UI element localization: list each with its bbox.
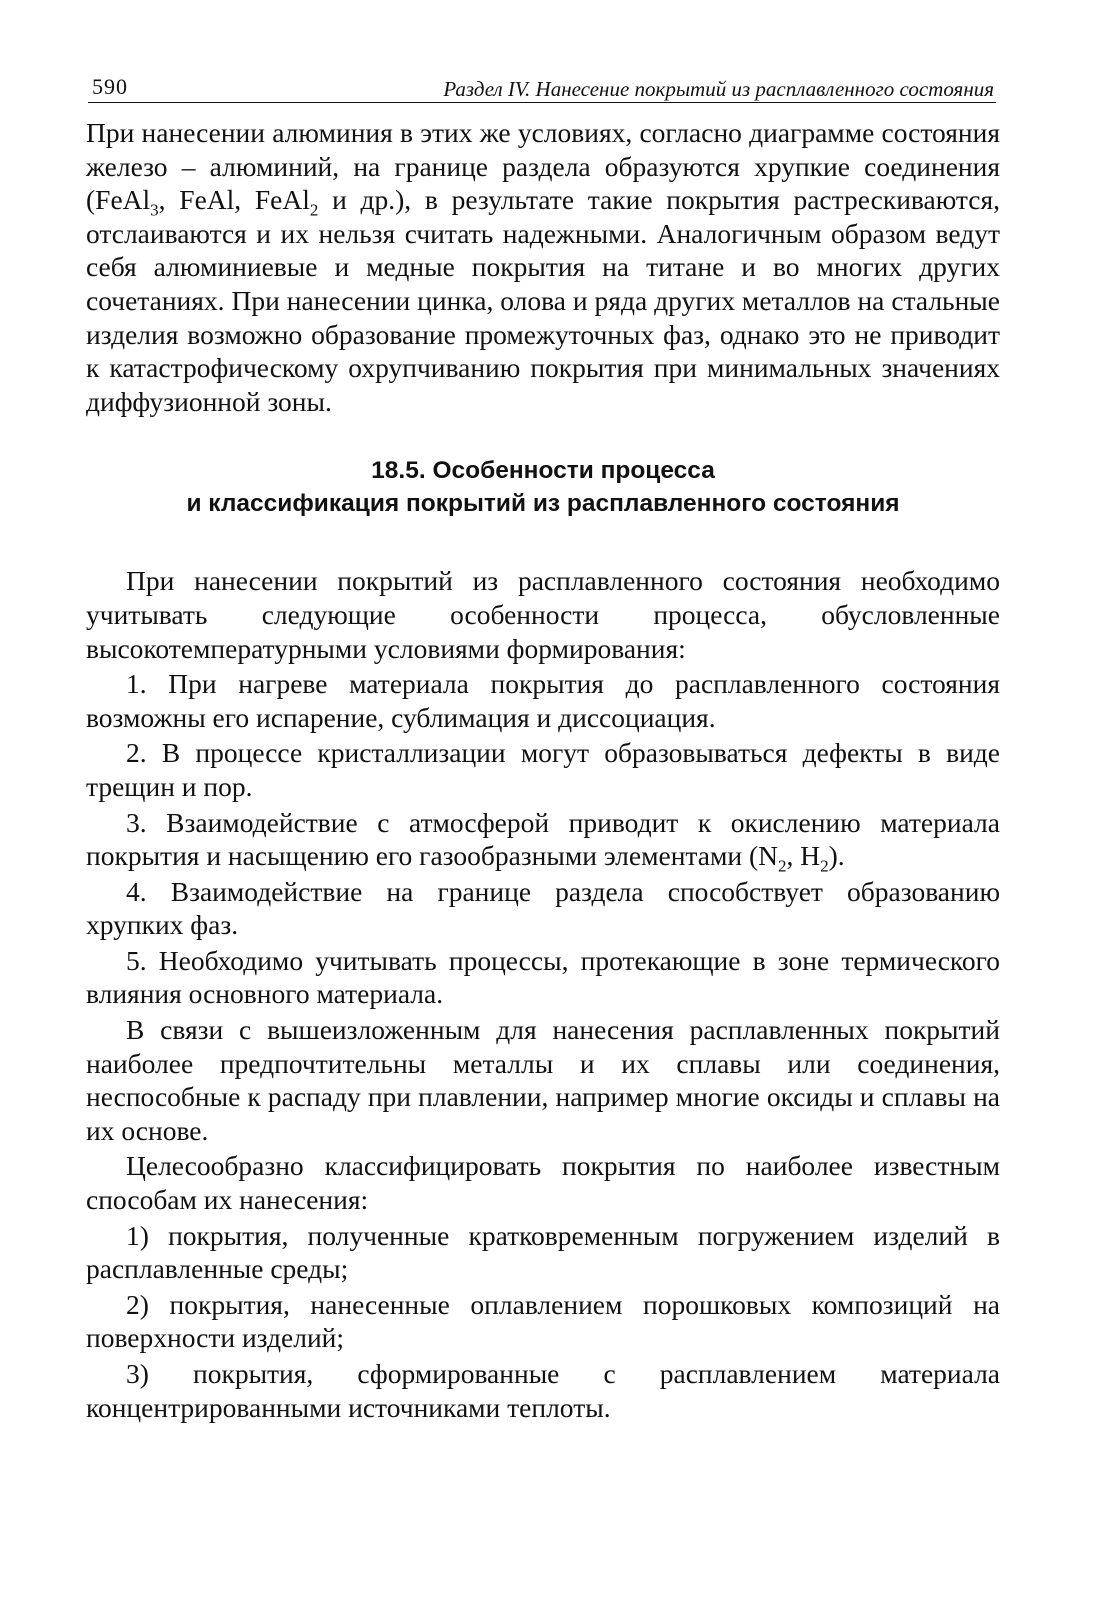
item3-text: 3. Взаимодействие с атмосферой приводит к окислению материала покрытия и насыщению его газообразными элементами (N [86, 806, 1000, 872]
subscript: 2 [309, 200, 319, 220]
list-item-feature-1: 1. При нагреве материала покрытия до расплавленного состояния возможны его испарение, сублимация и диссоциация. [86, 668, 1000, 733]
subscript: 2 [820, 856, 829, 876]
list-item-class-1: 1) покрытия, полученные кратковременным погружением изделий в расплавленные среды; [86, 1219, 1000, 1285]
intro-paragraph [86, 116, 1000, 418]
item3-end: ). [828, 840, 845, 872]
intro-text-part2: , FeAl, FeAl [158, 184, 310, 216]
page-content [86, 116, 1000, 1424]
section-heading-line2: и классификация покрытий из расплавленного состояния [186, 490, 900, 518]
list-item-feature-2: 2. В процессе кристаллизации могут образовываться дефекты в виде трещин и пор. [86, 737, 1000, 802]
list-item-feature-3 [86, 806, 1000, 876]
list-item-class-3: 3) покрытия, сформированные с расплавлением материала концентрированными источниками теплоты. [86, 1358, 1000, 1423]
running-head [88, 72, 996, 103]
section-heading-line1: 18.5. Особенности процесса [371, 457, 715, 485]
item3-mid: , H [786, 840, 821, 872]
subscript: 3 [150, 200, 159, 220]
subscript: 2 [778, 856, 787, 876]
section-heading [86, 454, 1000, 520]
list-item-feature-5: 5. Необходимо учитывать процессы, протекающие в зоне термического влияния основного материала. [86, 944, 1000, 1010]
running-title: Раздел IV. Нанесение покрытий из расплавленного состояния [443, 77, 994, 101]
list-item-feature-4: 4. Взаимодействие на границе раздела способствует образованию хрупких фаз. [86, 875, 1000, 941]
intro-text-part1: При нанесении алюминия в этих же условиях, согласно диаграмме состояния железо – алюминий, на границе раздела образуются хрупкие соединения (FeAl [86, 117, 1000, 216]
intro-text-part3: и др.), в результате такие покрытия растрескиваются, отслаиваются и их нельзя считать надежными. Аналогичным образом ведут себя алюминиевые и медные покрытия на титане и во многих других сочетаниях. При нанесении цинка, олова и ряда других металлов на стальные изделия возможно образование промежуточных фаз, однако это не приводит к катастрофическому охрупчиванию покрытия при минимальных значениях диффузионной зоны. [86, 184, 1001, 417]
list-item-class-2: 2) покрытия, нанесенные оплавлением порошковых композиций на поверхности изделий; [86, 1288, 1000, 1354]
paragraph-preferred-materials: В связи с вышеизложенным для нанесения расплавленных покрытий наиболее предпочтительны металлы и их сплавы или соединения, неспособные к распаду при плавлении, например многие оксиды и сплавы на их основе. [86, 1014, 1000, 1146]
paragraph-classification-intro: Целесообразно классифицировать покрытия по наиболее известным способам их нанесения: [86, 1150, 1000, 1216]
paragraph-features-intro: При нанесении покрытий из расплавленного состояния необходимо учитывать следующие особенности процесса, обусловленные высокотемпературными условиями формирования: [86, 565, 1000, 664]
page-number: 590 [92, 74, 128, 99]
